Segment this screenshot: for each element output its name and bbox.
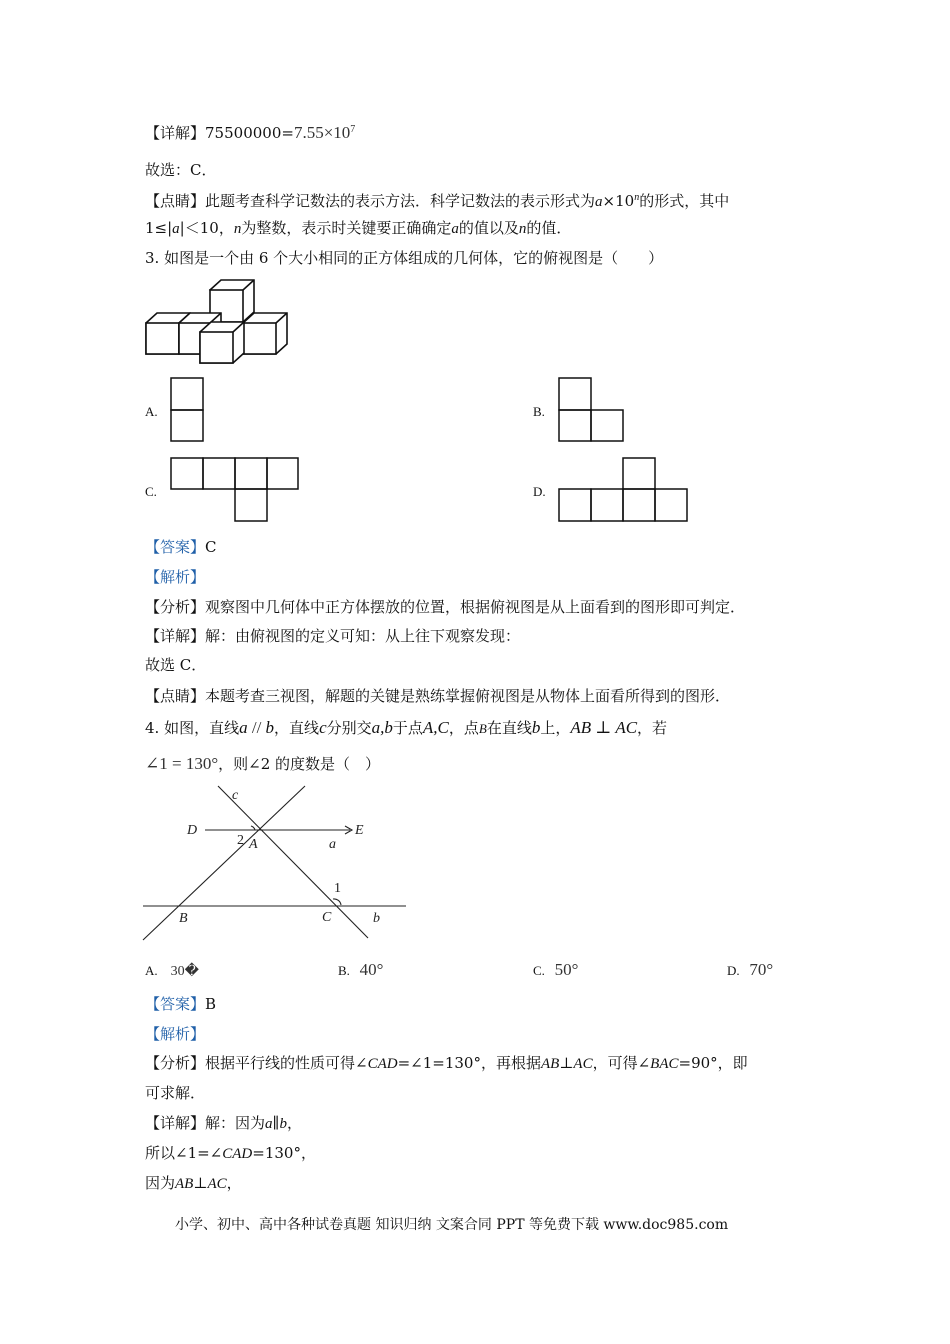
ineq-a: 1≤| (145, 219, 173, 237)
q4-fenxi-line2: 可求解． (145, 1084, 206, 1102)
q4-option-d-value: 70° (749, 960, 774, 979)
fig-label-a-point: A (249, 837, 258, 852)
q3-option-d-figure[interactable] (556, 455, 691, 525)
fig-label-b-point: B (179, 911, 188, 926)
q4-option-b-label: B. (338, 963, 350, 978)
q4-stem-e: ，点 (448, 719, 479, 737)
q4-option-c[interactable] (533, 960, 578, 980)
var-a2: a (172, 221, 180, 237)
answer-value: C (205, 538, 217, 556)
ineq-c: 为整数，表示时关键要正确确定 (241, 219, 452, 237)
fig-label-b-line: b (373, 911, 380, 926)
q3-option-c-figure[interactable] (168, 455, 303, 525)
q4-answer-tag: 【答案】 (145, 995, 206, 1013)
q4-because-perp: ⊥ (193, 1174, 208, 1192)
q4-fenxi-perp: ⊥ (559, 1054, 574, 1072)
var-a3: a (451, 221, 459, 237)
dianjing-tag: 【点睛】 (145, 687, 206, 705)
q4-option-a[interactable] (145, 963, 199, 980)
q4-stem-c: 分别交 (326, 719, 372, 737)
q4-because-a: 因为 (145, 1174, 176, 1192)
comment-line-2 (145, 218, 571, 239)
q4-stem-d: 于点 (392, 719, 423, 737)
q3-option-d-label[interactable]: D. (533, 484, 546, 499)
q4-stem-f: 在直线 (486, 719, 532, 737)
comment-text-2: 的形式，其中 (639, 192, 730, 210)
q4-var-b: b (265, 718, 275, 737)
q4-because-b: ， (226, 1174, 242, 1192)
q4-xiangjie-tag: 【详解】 (145, 1114, 206, 1132)
sci-notation: 7.55×10 (293, 123, 351, 142)
comment-line (145, 188, 729, 212)
q4-because-ac: AC (207, 1176, 227, 1192)
q4-fenxi-d: =90°，即 (678, 1054, 748, 1072)
q3-option-a-figure[interactable] (168, 375, 208, 445)
q4-because-ab: AB (175, 1176, 194, 1192)
q4-stem-a: 4. 如图，直线 (145, 719, 240, 737)
q4-fenxi-c: ，可得∠ (592, 1054, 651, 1072)
q4-stem-b: ，直线 (274, 719, 320, 737)
xiangjie-tag: 【详解】 (145, 627, 206, 645)
q4-because-line (145, 1173, 242, 1194)
q4-fenxi-tag: 【分析】 (145, 1054, 206, 1072)
var-n2: n (518, 221, 527, 237)
sci-exponent: 7 (350, 124, 356, 135)
ineq-b: |＜10， (179, 219, 234, 237)
q4-stem-i: ，则∠2 的度数是（ ） (218, 755, 381, 773)
q4-figure (140, 782, 410, 942)
q4-x-par: ∥ (272, 1114, 280, 1132)
q4-points-ac: A,C (422, 718, 449, 737)
q4-var-ab: a,b (371, 718, 393, 737)
q4-option-b-value: 40° (359, 960, 384, 979)
dianjing-text: 本题考查三视图，解题的关键是熟练掌握俯视图是从物体上面看所得到的图形． (205, 687, 731, 705)
fig-label-c: c (232, 788, 239, 803)
choice-line: 故选：C． (145, 161, 217, 179)
q4-option-b[interactable] (338, 960, 383, 980)
q3-option-b-label[interactable]: B. (533, 404, 545, 419)
q3-dianjing (145, 686, 730, 706)
q4-option-d[interactable] (727, 960, 773, 980)
q3-option-a-label[interactable]: A. (145, 404, 158, 419)
q4-so-a: 所以∠1=∠ (145, 1144, 223, 1162)
q4-var-b2: b (531, 718, 541, 737)
q4-option-c-value: 50° (554, 960, 579, 979)
q3-cube-figure (140, 278, 300, 368)
q3-option-b-figure[interactable] (556, 375, 628, 445)
q4-angle1: ∠1 = 130° (145, 754, 219, 773)
q3-xiangjie (145, 626, 520, 646)
detail-line (145, 120, 355, 143)
detail-number: 75500000= (205, 124, 294, 142)
q4-so-line (145, 1143, 316, 1164)
q4-x-a: a (265, 1116, 273, 1132)
q4-fenxi-ac: AC (573, 1056, 593, 1072)
q4-x-b: b (279, 1116, 287, 1132)
q3-analysis-tag: 【解析】 (145, 568, 206, 586)
q4-stem-g: 上， (540, 719, 571, 737)
detail-tag: 【详解】 (145, 124, 206, 142)
times-ten: ×10 (602, 192, 635, 210)
var-n: n (233, 221, 242, 237)
q4-perp: AB ⊥ AC (570, 718, 638, 737)
q3-stem: 3. 如图是一个由 6 个大小相同的正方体组成的几何体，它的俯视图是（ ） (145, 249, 664, 267)
q3-choose: 故选 C． (145, 656, 207, 674)
q4-x-comma: ， (286, 1114, 302, 1132)
comment-tag: 【点睛】 (145, 192, 206, 210)
q4-option-d-label: D. (727, 963, 740, 978)
q4-stem-h: ，若 (637, 719, 668, 737)
q3-option-c-label[interactable]: C. (145, 484, 157, 499)
fig-label-d: D (187, 823, 198, 838)
comment-text: 此题考查科学记数法的表示方法．科学记数法的表示形式为 (205, 192, 596, 210)
q4-option-a-value: 30� (170, 964, 199, 979)
ineq-d: 的值以及 (458, 219, 519, 237)
xiangjie-text: 解：由俯视图的定义可知：从上往下观察发现： (205, 627, 521, 645)
q4-answer-value: B (205, 995, 217, 1013)
q4-var-a: a (239, 718, 248, 737)
fig-label-e: E (355, 823, 364, 838)
fenxi-text: 观察图中几何体中正方体摆放的位置，根据俯视图是从上面看到的图形即可判定． (205, 598, 746, 616)
q3-answer (145, 537, 217, 557)
fig-label-c-point: C (322, 910, 332, 925)
q4-answer (145, 994, 216, 1014)
var-a: a (595, 194, 603, 210)
q4-stem-line2 (145, 754, 380, 774)
q4-fenxi-a: 根据平行线的性质可得∠ (205, 1054, 368, 1072)
fig-label-a-line: a (329, 837, 336, 852)
exp-n: n (634, 192, 640, 203)
fenxi-tag: 【分析】 (145, 598, 206, 616)
q4-so-b: =130°， (252, 1144, 316, 1162)
q4-so-cad: CAD (222, 1146, 253, 1162)
q4-analysis-tag: 【解析】 (145, 1025, 206, 1043)
answer-tag: 【答案】 (145, 538, 206, 556)
q4-stem-line1 (145, 718, 667, 739)
q4-option-c-label: C. (533, 963, 545, 978)
q4-fenxi (145, 1053, 748, 1074)
q3-fenxi (145, 597, 745, 617)
ineq-e: 的值． (526, 219, 572, 237)
q4-point-b: B (478, 721, 487, 736)
fig-label-1: 1 (334, 881, 341, 896)
page-footer: 小学、初中、高中各种试卷真题 知识归纳 文案合同 PPT 等免费下载 www.doc985.com (175, 1217, 729, 1233)
q4-var-c: c (319, 718, 327, 737)
q4-parallel: // (247, 718, 266, 737)
q4-fenxi-bac: BAC (650, 1056, 679, 1072)
q4-fenxi-b: =∠1=130°，再根据 (397, 1054, 541, 1072)
q4-fenxi-cad: CAD (367, 1056, 398, 1072)
fig-label-2: 2 (237, 833, 244, 848)
q4-xiangjie-a: 解：因为 (205, 1114, 266, 1132)
q4-option-a-label: A. (145, 963, 158, 978)
q4-fenxi-ab: AB (540, 1056, 560, 1072)
q4-xiangjie (145, 1113, 302, 1134)
